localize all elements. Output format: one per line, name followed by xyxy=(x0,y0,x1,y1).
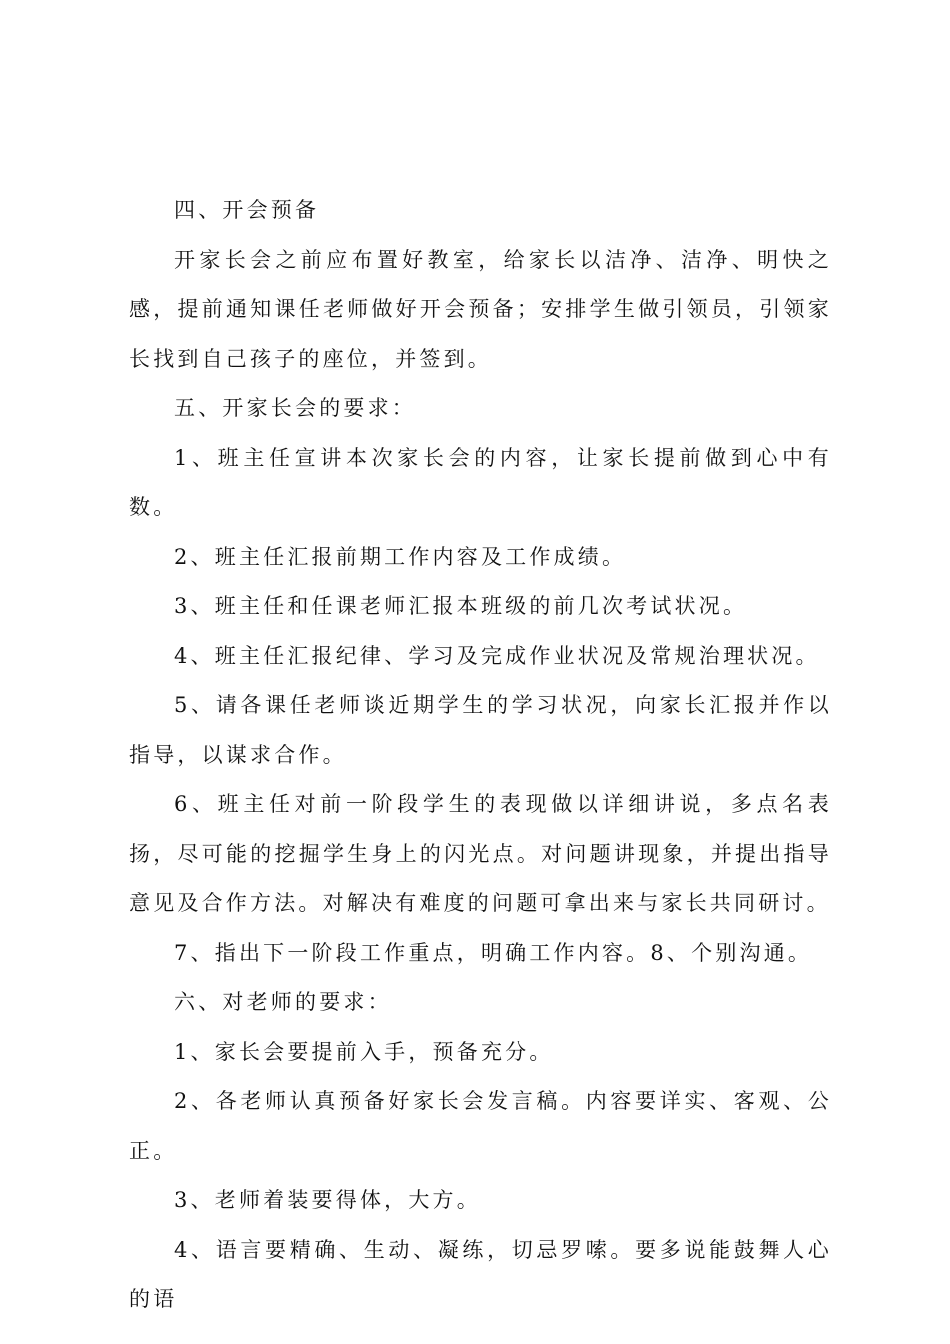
list-item: 1、班主任宣讲本次家长会的内容，让家长提前做到心中有数。 xyxy=(129,445,832,519)
list-item: 4、班主任汇报纪律、学习及完成作业状况及常规治理状况。 xyxy=(174,643,820,668)
section-heading-requirements: 五、开家长会的要求： xyxy=(174,396,416,420)
list-item: 3、班主任和任课老师汇报本班级的前几次考试状况。 xyxy=(174,594,748,618)
section-heading-teacher-requirements: 六、对老师的要求： xyxy=(174,990,392,1014)
list-item: 5、请各课任老师谈近期学生的学习状况，向家长汇报并作以指导，以谋求合作。 xyxy=(129,693,832,767)
list-item: 2、班主任汇报前期工作内容及工作成绩。 xyxy=(174,544,627,569)
list-item: 3、老师着装要得体，大方。 xyxy=(174,1188,481,1212)
section-heading-preparation: 四、开会预备 xyxy=(174,198,320,222)
document-body xyxy=(129,186,832,1325)
list-item: 1、家长会要提前入手，预备充分。 xyxy=(174,1039,554,1064)
list-item: 7、指出下一阶段工作重点，明确工作内容。8、个别沟通。 xyxy=(174,940,813,965)
paragraph-preparation: 开家长会之前应布置好教室，给家长以洁净、洁净、明快之感，提前通知课任老师做好开会预备；安排学生做引领员，引领家长找到自己孩子的座位，并签到。 xyxy=(129,247,832,371)
list-item: 2、各老师认真预备好家长会发言稿。内容要详实、客观、公正。 xyxy=(129,1089,832,1163)
list-item: 6、班主任对前一阶段学生的表现做以详细讲说，多点名表扬，尽可能的挖掘学生身上的闪光点。对问题讲现象，并提出指导意见及合作方法。对解决有难度的问题可拿出来与家长共同研讨。 xyxy=(129,792,832,915)
list-item: 4、语言要精确、生动、凝练，切忌罗嗦。要多说能鼓舞人心的语 xyxy=(129,1237,832,1311)
